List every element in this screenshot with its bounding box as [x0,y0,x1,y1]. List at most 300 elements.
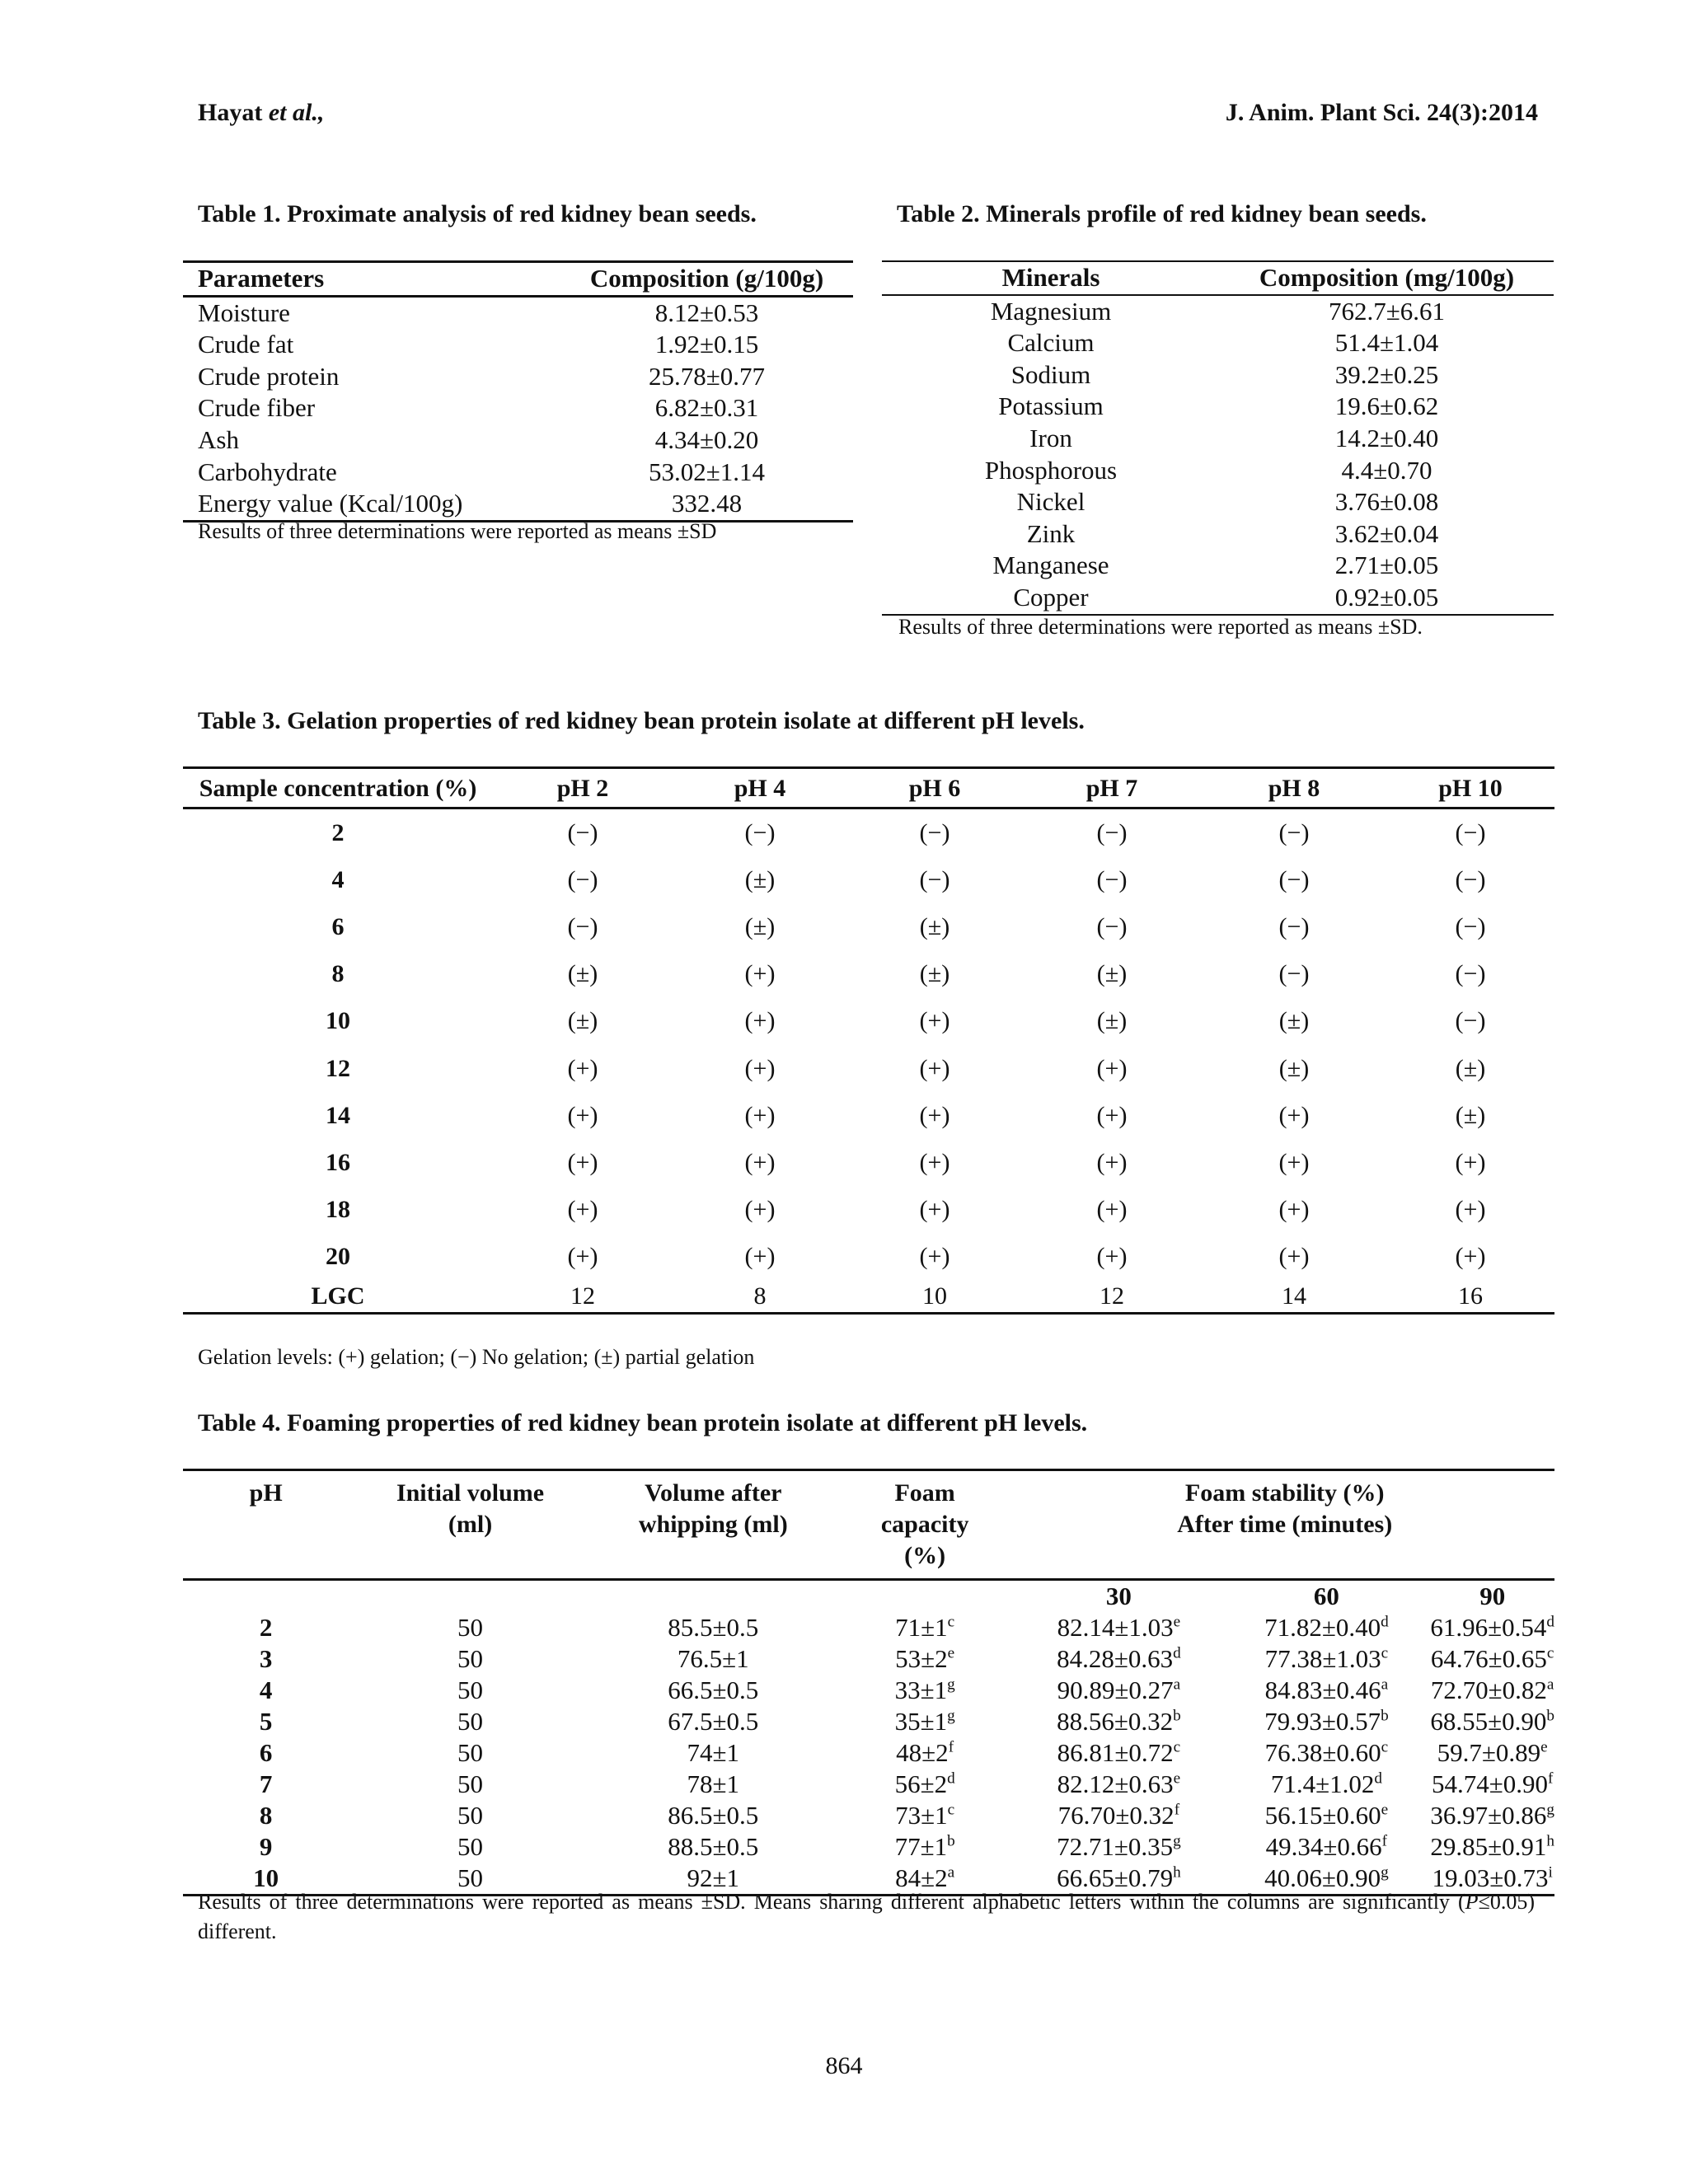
table2-header-composition: Composition (mg/100g) [1259,263,1515,292]
table4-stability-60 [1222,1831,1430,1863]
table3-gelation-cell: (+) [567,1196,598,1224]
table4-capacity [835,1675,1015,1706]
table4-capacity-value: 48±2 [896,1738,949,1767]
table4-stability-90-value: 72.70±0.82 [1430,1675,1547,1704]
table4-initial: 50 [457,1644,484,1673]
table1-row [183,361,853,393]
table3-gelation-cell: (−) [1096,865,1128,893]
table4-stability-60 [1222,1769,1430,1800]
table4-capacity-letter: g [947,1707,955,1725]
table4-stability-60-value: 84.83±0.46 [1264,1675,1381,1704]
table3-gelation-cell: (−) [1455,865,1486,893]
table3-lgc-value: 10 [922,1282,947,1310]
table4-stability-30-value: 72.71±0.35 [1057,1832,1174,1861]
table2-mineral: Potassium [998,391,1104,421]
table4-stability-60-value: 79.93±0.57 [1264,1707,1381,1736]
table3-gelation-cell: (+) [919,1101,950,1129]
table4-after: 67.5±0.5 [668,1707,759,1736]
table4-stability-60 [1222,1643,1430,1675]
table4-stability-90-letter: i [1548,1863,1553,1882]
table4-initial: 50 [457,1707,484,1736]
table4-stability-90 [1430,1675,1554,1706]
table3-gelation-cell: (+) [1455,1148,1486,1176]
table4-stability-60-value: 56.15±0.60 [1264,1801,1381,1830]
table4-capacity-letter: d [947,1769,955,1788]
table3-concentration: 20 [326,1243,350,1271]
table3-gelation-cell: (+) [744,1148,776,1176]
table1-parameter: Ash [198,424,239,454]
table3-concentration: 8 [331,960,345,988]
table3-gelation-cell: (±) [567,1007,598,1035]
table3-concentration: 12 [326,1054,350,1082]
table2-value: 39.2±0.25 [1334,359,1439,389]
table3-lgc-value: 14 [1282,1282,1306,1310]
table3-gelation-cell: (−) [1455,912,1486,940]
table3-caption: Table 3. Gelation properties of red kidney bean protein isolate at different pH levels. [198,707,1085,734]
table4-capacity-letter: c [947,1801,955,1819]
table4-capacity [835,1737,1015,1769]
table3-row [183,1234,1554,1281]
table3-header-ph6: pH 6 [908,775,961,802]
table4-stability-90-value: 54.74±0.90 [1431,1769,1548,1798]
table1-parameter: Moisture [198,298,290,327]
table3-gelation-cell: (+) [919,1007,950,1035]
table3-gelation-cell: (+) [1096,1243,1128,1271]
table3-gelation-cell: (±) [1096,960,1128,988]
table4-capacity [835,1831,1015,1863]
table4-stability-30 [1015,1612,1222,1643]
table4-stability-30-value: 66.65±0.79 [1057,1863,1174,1892]
table1-value: 25.78±0.77 [648,361,765,391]
table3-gelation-cell: (+) [567,1148,598,1176]
table3-gelation-cell: (+) [744,1054,776,1082]
table4-stability-60-letter: c [1381,1738,1389,1756]
table3-gelation-cell: (+) [1278,1243,1310,1271]
table4-stability-30 [1015,1675,1222,1706]
table4-capacity-value: 73±1 [895,1801,948,1830]
table2-mineral: Sodium [1010,359,1091,389]
table4-stability-60-letter: g [1381,1863,1389,1882]
table3-gelation-cell: (+) [567,1243,598,1271]
table2-value: 762.7±6.61 [1328,296,1445,326]
table4-capacity-value: 71±1 [895,1613,948,1642]
table4-stability-30-value: 90.89±0.27 [1057,1675,1174,1704]
table3-gelation-cell: (±) [919,912,950,940]
table2-value: 14.2±0.40 [1334,423,1439,452]
table4-stability-30-letter: e [1173,1769,1181,1788]
table1-row [183,488,853,521]
table4-stability-90-letter: a [1546,1675,1554,1694]
table2-row [882,582,1554,615]
table1-parameter: Crude fat [198,330,294,359]
table4-ph: 3 [259,1644,273,1673]
table4-ph: 5 [259,1707,273,1736]
table4-stability-30-letter: a [1173,1675,1181,1694]
table4-stability-60 [1222,1800,1430,1831]
table2-mineral: Iron [1029,423,1072,452]
table3-gelation-cell: (−) [744,818,776,846]
table2-row [882,359,1554,391]
table4-stability-60 [1222,1706,1430,1737]
table4-row [183,1706,1554,1737]
table4-stability-30-letter: e [1173,1613,1181,1631]
page-number: 864 [825,2052,863,2079]
table4-stability-60-value: 49.34±0.66 [1265,1832,1382,1861]
table3-gelation-cell: (+) [744,960,776,988]
table4-stability-30-letter: f [1174,1801,1180,1819]
table4 [183,1469,1554,1896]
table3-gelation-cell: (±) [744,912,776,940]
table4-ph: 7 [259,1769,273,1798]
table2-value: 3.62±0.04 [1334,518,1439,548]
table4-time-60: 60 [1313,1582,1339,1610]
table4-stability-60-letter: e [1381,1801,1389,1819]
table3-concentration: 2 [331,818,345,846]
table3-note: Gelation levels: (+) gelation; (−) No gelation; (±) partial gelation [198,1345,755,1369]
table3-gelation-cell: (+) [1278,1148,1310,1176]
table4-stability-30-letter: d [1173,1644,1181,1662]
table3-concentration: 10 [326,1007,350,1035]
table4-stability-90-letter: c [1546,1644,1554,1662]
table2-row [882,518,1554,551]
table4-row [183,1643,1554,1675]
table3-gelation-cell: (+) [744,1243,776,1271]
table3-row [183,856,1554,903]
table4-header-stability-line1: Foam stability (%) [1184,1479,1385,1507]
table4-stability-30 [1015,1706,1222,1737]
table2-row [882,295,1554,328]
table4-stability-90-value: 61.96±0.54 [1430,1613,1547,1642]
table3-gelation-cell: (+) [744,1007,776,1035]
table3-gelation-cell: (−) [1278,865,1310,893]
table4-stability-30-value: 88.56±0.32 [1057,1707,1174,1736]
table4-stability-30-letter: g [1173,1832,1181,1850]
table4-capacity-letter: g [947,1675,955,1694]
table1 [183,260,853,523]
table4-stability-90 [1430,1706,1554,1737]
table1-value: 8.12±0.53 [654,298,759,327]
table4-stability-90 [1430,1612,1554,1643]
table1-value: 53.02±1.14 [648,457,765,486]
table1-row [183,329,853,361]
table2-value: 19.6±0.62 [1334,391,1439,421]
table4-capacity-letter: e [947,1644,955,1662]
table4-ph: 8 [259,1801,273,1830]
table4-stability-30 [1015,1737,1222,1769]
table4-stability-90-value: 68.55±0.90 [1430,1707,1547,1736]
table4-stability-90-value: 29.85±0.91 [1430,1832,1547,1861]
table4-row [183,1769,1554,1800]
table3-gelation-cell: (−) [567,818,598,846]
table4-initial: 50 [457,1738,484,1767]
table4-stability-60-value: 76.38±0.60 [1264,1738,1381,1767]
table1-value: 4.34±0.20 [654,424,759,454]
table3-gelation-cell: (+) [1278,1101,1310,1129]
table3-lgc-value: 12 [570,1282,595,1310]
table2-caption: Table 2. Minerals profile of red kidney bean seeds. [897,200,1427,227]
table3-gelation-cell: (±) [1096,1007,1128,1035]
table1-value: 1.92±0.15 [654,330,759,359]
table4-stability-30-value: 82.12±0.63 [1057,1769,1174,1798]
table3-gelation-cell: (−) [919,818,950,846]
table3-gelation-cell: (+) [1455,1243,1486,1271]
table4-stability-90-letter: f [1547,1769,1554,1788]
table3-gelation-cell: (+) [919,1148,950,1176]
table3-gelation-cell: (−) [1455,960,1486,988]
table4-stability-90 [1430,1800,1554,1831]
table4-ph: 2 [259,1613,273,1642]
table2-row [882,423,1554,455]
table4-stability-90 [1430,1737,1554,1769]
table3-gelation-cell: (+) [567,1101,598,1129]
table2-row [882,327,1554,359]
table4-stability-30-value: 82.14±1.03 [1057,1613,1174,1642]
table4-stability-90-letter: g [1546,1801,1554,1819]
table2-value: 51.4±1.04 [1334,328,1439,358]
table4-capacity-letter: f [948,1738,954,1756]
table2-mineral: Zink [1026,518,1076,548]
table4-stability-60-value: 71.4±1.02 [1270,1769,1375,1798]
table3-header-ph2: pH 2 [556,775,609,802]
table3-row [183,903,1554,950]
table3-gelation-cell: (−) [567,912,598,940]
table4-stability-90-value: 59.7±0.89 [1437,1738,1541,1767]
table4-stability-90-value: 64.76±0.65 [1430,1644,1547,1673]
table2-note: Results of three determinations were reported as means ±SD. [898,615,1423,639]
table4-after: 86.5±0.5 [668,1801,759,1830]
table3-lgc-value: 12 [1100,1282,1124,1310]
table4-stability-60-letter: f [1381,1832,1388,1850]
table3-gelation-cell: (±) [744,865,776,893]
table3-header-concentration: Sample concentration (%) [199,775,477,802]
table4-initial: 50 [457,1769,484,1798]
table3-row [183,1045,1554,1092]
table1-parameter: Carbohydrate [198,457,337,486]
table4-stability-30-value: 86.81±0.72 [1057,1738,1174,1767]
table1-value: 332.48 [671,489,743,518]
table3-gelation-cell: (+) [567,1054,598,1082]
table4-stability-60 [1222,1612,1430,1643]
table4-stability-60 [1222,1737,1430,1769]
table4-capacity-value: 77±1 [894,1832,948,1861]
table4-header-ph: pH [249,1479,283,1507]
table2-row [882,486,1554,518]
table3-gelation-cell: (+) [919,1243,950,1271]
table3-lgc-value: 8 [753,1282,767,1310]
table4-stability-90 [1430,1643,1554,1675]
table3-concentration: 4 [331,865,345,893]
table3-gelation-cell: (+) [744,1196,776,1224]
table3-gelation-cell: (−) [1455,1007,1486,1035]
table1-parameter: Energy value (Kcal/100g) [198,489,463,518]
table4-stability-30-letter: c [1173,1738,1181,1756]
table4-row [183,1675,1554,1706]
table4-ph: 9 [259,1832,273,1861]
table2-row [882,455,1554,487]
table2-value: 2.71±0.05 [1334,551,1439,580]
table3-row [183,1092,1554,1139]
table3-lgc-label: LGC [311,1282,365,1310]
table4-note: Results of three determinations were reported as means ±SD. Means sharing different alphabetic letters within the columns are significantly (P≤0.05) different. [198,1890,1535,1943]
table2-mineral: Magnesium [990,296,1112,326]
table4-stability-30-value: 76.70±0.32 [1057,1801,1175,1830]
table3-gelation-cell: (+) [1278,1196,1310,1224]
table4-capacity-letter: a [947,1863,955,1882]
table3-lgc-row [183,1281,1554,1314]
table3-gelation-cell: (±) [1455,1101,1486,1129]
table4-stability-60-letter: b [1381,1707,1389,1725]
table3-row [183,1187,1554,1234]
table4-after: 85.5±0.5 [668,1613,759,1642]
table4-stability-60-value: 40.06±0.90 [1264,1863,1381,1892]
table2-value: 0.92±0.05 [1334,582,1439,612]
table2-header-minerals: Minerals [1001,263,1100,292]
table3-gelation-cell: (±) [1455,1054,1486,1082]
table4-stability-90-value: 19.03±0.73 [1432,1863,1549,1892]
table1-header-parameters: Parameters [198,264,325,293]
table4-ph: 10 [253,1863,279,1892]
table3-gelation-cell: (−) [567,865,598,893]
running-journal: J. Anim. Plant Sci. 24(3):2014 [1225,99,1538,126]
table3-gelation-cell: (+) [1455,1196,1486,1224]
table3-gelation-cell: (+) [744,1101,776,1129]
table3 [183,766,1554,1315]
table4-row [183,1612,1554,1643]
table4-capacity [835,1800,1015,1831]
table2-value: 4.4±0.70 [1341,455,1432,485]
table3-concentration: 6 [331,912,345,940]
table4-initial: 50 [457,1801,484,1830]
table4-stability-30 [1015,1831,1222,1863]
table2-mineral: Nickel [1016,487,1085,517]
table2-mineral: Copper [1013,582,1089,612]
table4-stability-30 [1015,1800,1222,1831]
table2-mineral: Phosphorous [984,455,1118,485]
table3-gelation-cell: (+) [1096,1196,1128,1224]
table4-capacity [835,1643,1015,1675]
table4-capacity-letter: c [947,1613,955,1631]
table4-capacity-value: 33±1 [894,1675,948,1704]
table3-gelation-cell: (+) [1096,1054,1128,1082]
table3-lgc-value: 16 [1458,1282,1483,1310]
table4-stability-60-value: 71.82±0.40 [1264,1613,1381,1642]
table4-stability-60-letter: a [1381,1675,1389,1694]
table4-row [183,1831,1554,1863]
table3-row [183,951,1554,998]
table4-stability-30 [1015,1643,1222,1675]
table3-gelation-cell: (±) [1278,1054,1310,1082]
table3-gelation-cell: (−) [1278,818,1310,846]
table3-gelation-cell: (−) [1096,912,1128,940]
table2 [882,260,1554,616]
table3-concentration: 18 [326,1196,350,1224]
table4-after: 92±1 [687,1863,740,1892]
table4-stability-30-value: 84.28±0.63 [1057,1644,1174,1673]
table4-initial: 50 [457,1613,484,1642]
table3-row [183,998,1554,1045]
table2-row [882,391,1554,423]
table4-stability-60-value: 77.38±1.03 [1264,1644,1381,1673]
table4-initial: 50 [457,1675,484,1704]
running-author: Hayat et al., [198,99,325,126]
table3-header-ph7: pH 7 [1085,775,1138,802]
table1-parameter: Crude fiber [198,393,316,423]
table4-capacity-value: 35±1 [894,1707,948,1736]
table4-after: 76.5±1 [677,1644,749,1673]
table4-header-initial: Initial volume (ml) [396,1479,545,1538]
table3-gelation-cell: (+) [1096,1148,1128,1176]
table4-capacity [835,1612,1015,1643]
table3-gelation-cell: (+) [1096,1101,1128,1129]
table2-mineral: Calcium [1007,328,1095,358]
table3-row [183,808,1554,857]
table4-caption: Table 4. Foaming properties of red kidney bean protein isolate at different pH levels. [198,1409,1088,1436]
table1-row [183,296,853,329]
table1-row [183,457,853,489]
table4-time-90: 90 [1479,1582,1506,1610]
table4-capacity-value: 53±2 [895,1644,948,1673]
table4-stability-90-value: 36.97±0.86 [1430,1801,1547,1830]
table3-gelation-cell: (+) [919,1054,950,1082]
table4-ph: 6 [259,1738,273,1767]
table4-time-30: 30 [1105,1582,1132,1610]
table4-header-capacity: Foam capacity (%) [880,1479,969,1569]
table3-row [183,1139,1554,1186]
table4-header-after: Volume after whipping (ml) [638,1479,788,1538]
table1-caption: Table 1. Proximate analysis of red kidney bean seeds. [198,200,757,227]
table4-capacity-letter: b [947,1832,955,1850]
table3-gelation-cell: (−) [1278,960,1310,988]
table4-capacity [835,1706,1015,1737]
table3-header-ph8: pH 8 [1268,775,1320,802]
table4-row [183,1800,1554,1831]
table4-after: 88.5±0.5 [668,1832,759,1861]
table3-gelation-cell: (±) [1278,1007,1310,1035]
table1-row [183,392,853,424]
table4-initial: 50 [457,1832,484,1861]
table1-row [183,424,853,457]
table4-capacity [835,1769,1015,1800]
table4-stability-30-letter: b [1173,1707,1181,1725]
table3-header-ph4: pH 4 [734,775,786,802]
table4-stability-90 [1430,1831,1554,1863]
table3-concentration: 14 [326,1101,350,1129]
table3-header-ph10: pH 10 [1438,775,1503,802]
table2-value: 3.76±0.08 [1334,487,1439,517]
table1-header-composition: Composition (g/100g) [589,264,824,293]
table4-initial: 50 [457,1863,484,1892]
table2-mineral: Manganese [992,551,1109,580]
table4-stability-30-letter: h [1173,1863,1181,1882]
table3-gelation-cell: (±) [567,960,598,988]
table4-stability-90-letter: b [1546,1707,1554,1725]
table4-ph: 4 [259,1675,273,1704]
table1-note: Results of three determinations were reported as means ±SD [198,519,717,543]
table4-stability-30 [1015,1769,1222,1800]
table2-row [882,550,1554,582]
table4-row [183,1737,1554,1769]
table4-after: 74±1 [687,1738,740,1767]
table4-stability-90-letter: h [1546,1832,1554,1850]
table4-stability-90-letter: d [1546,1613,1554,1631]
table4-after: 66.5±0.5 [668,1675,759,1704]
table4-stability-60-letter: c [1381,1644,1389,1662]
table4-stability-60 [1222,1675,1430,1706]
table4-header-stability [1015,1470,1554,1580]
table1-value: 6.82±0.31 [654,393,759,423]
table4-header-stability-line2: After time (minutes) [1177,1511,1393,1538]
table3-gelation-cell: (±) [919,960,950,988]
